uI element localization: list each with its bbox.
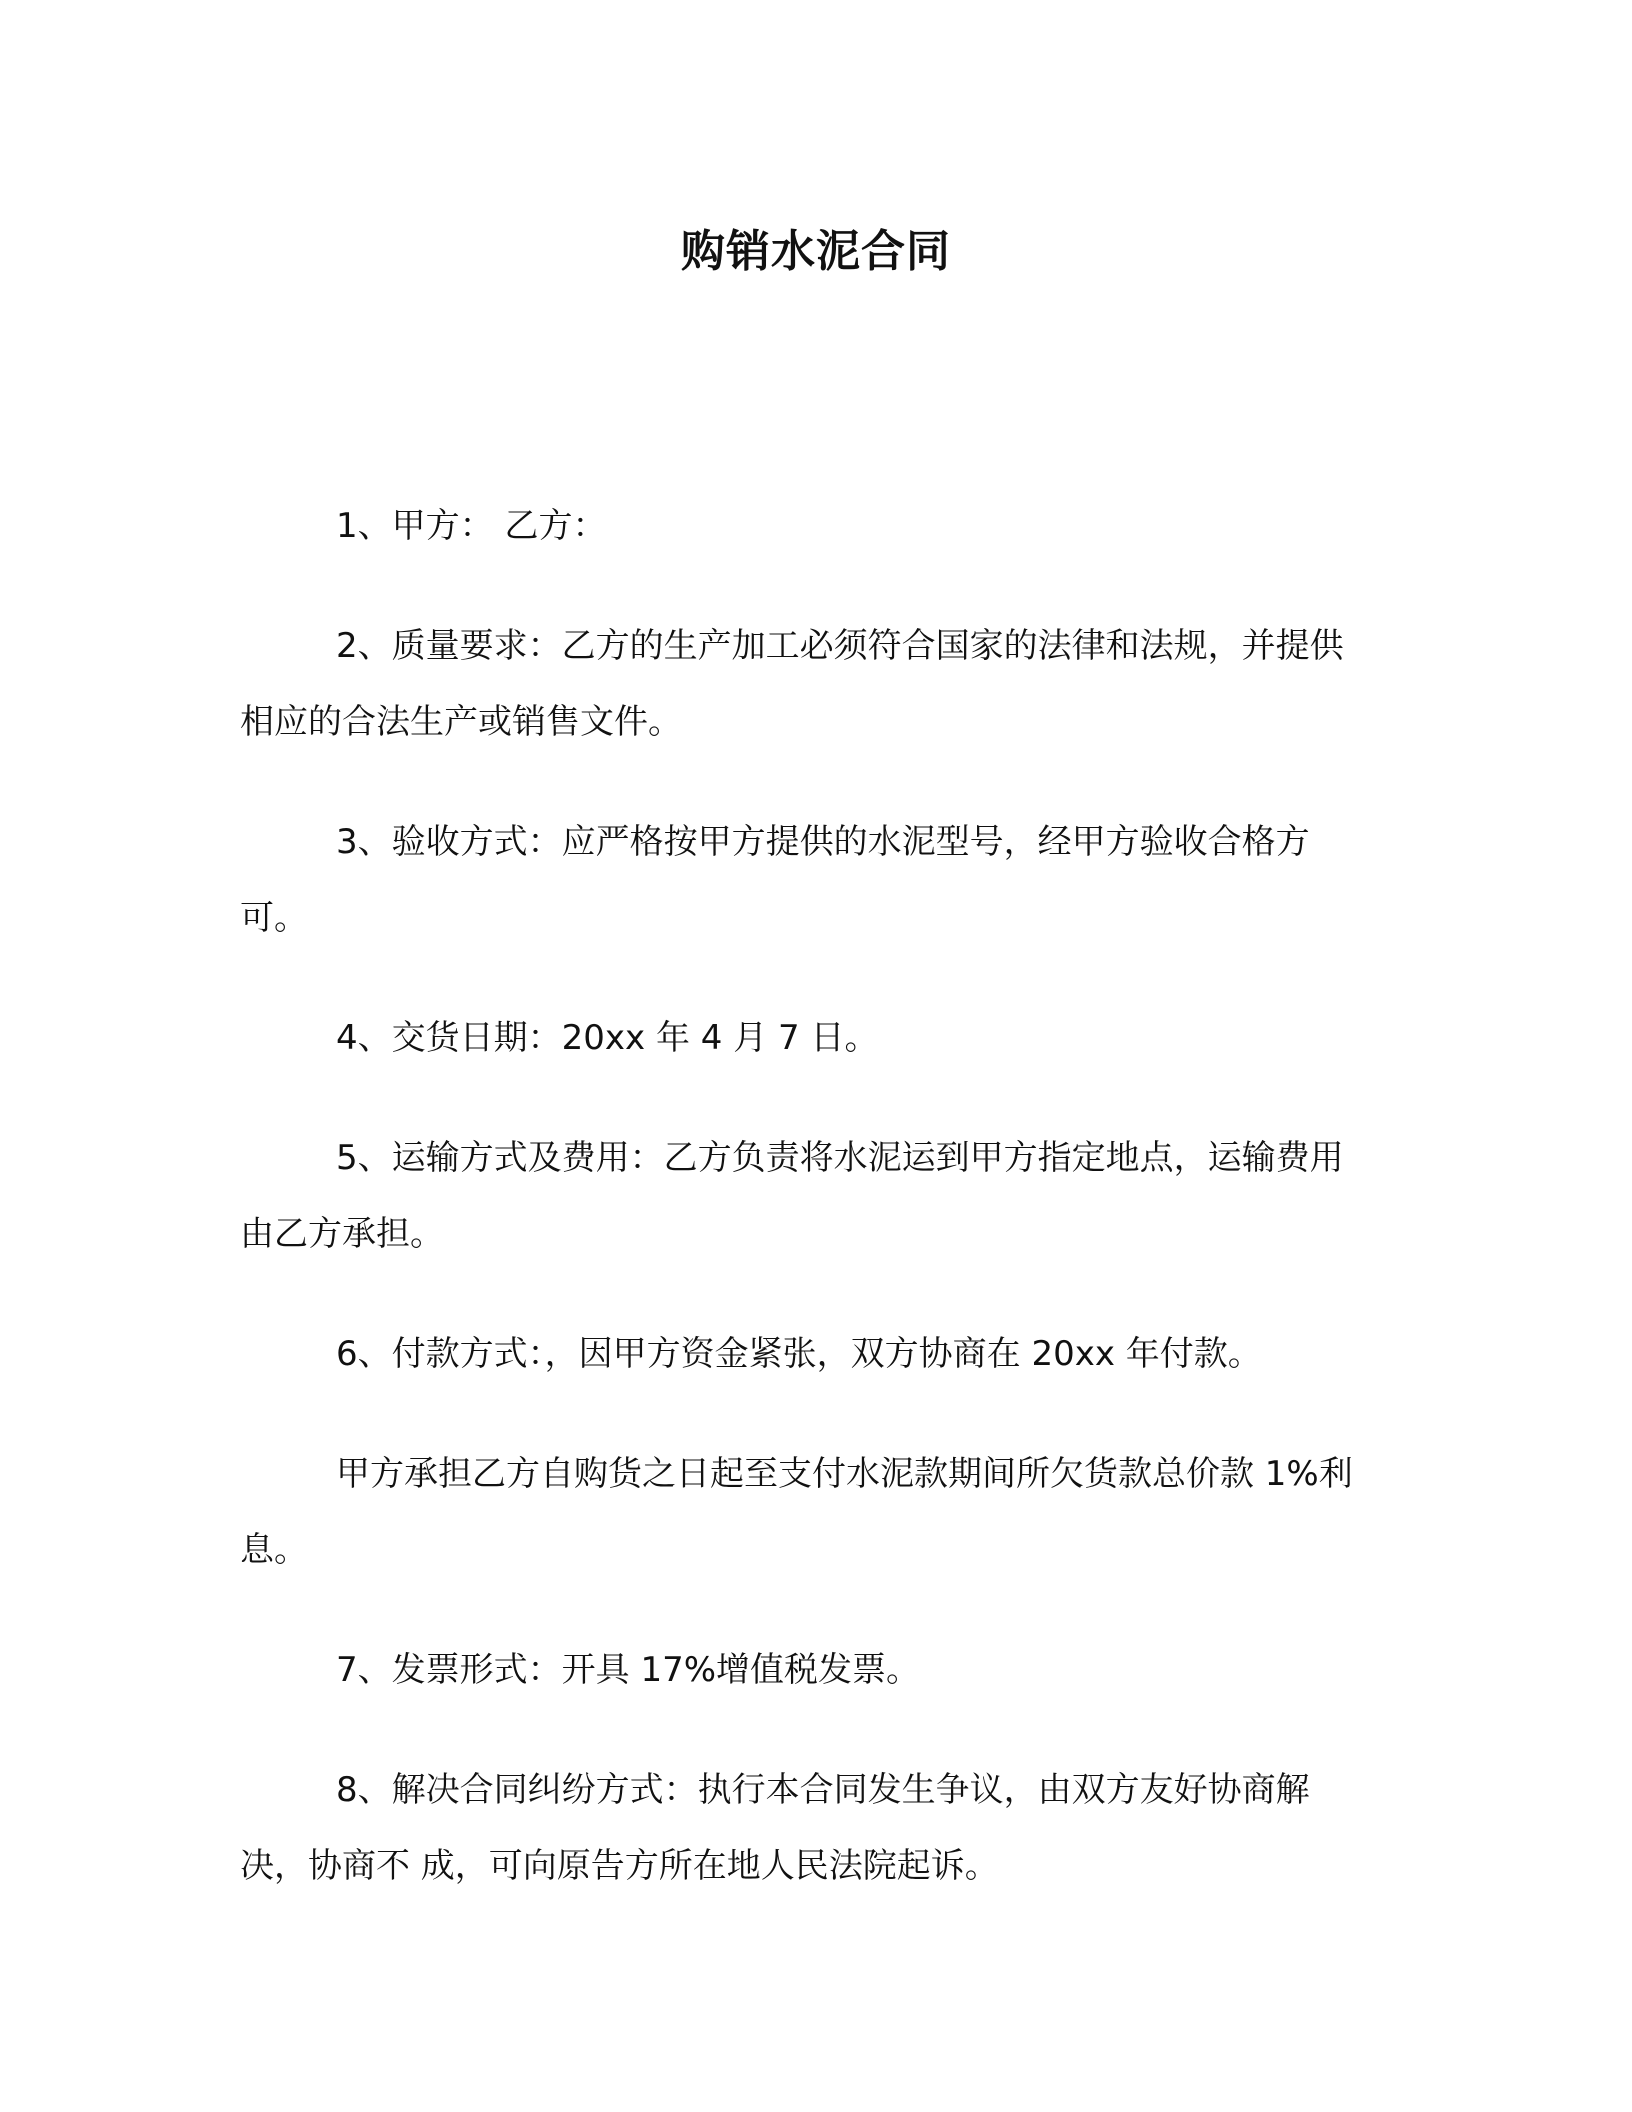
document-body bbox=[240, 488, 1360, 1948]
document-title: 购销水泥合同 bbox=[681, 226, 951, 277]
clause-interest: 甲方承担乙方自购货之日起至支付水泥款期间所欠货款总价款 1%利息。 bbox=[240, 1454, 1353, 1570]
clause-invoice: 7、发票形式：开具 17%增值税发票。 bbox=[336, 1650, 921, 1690]
clause-delivery-date: 4、交货日期：20xx 年 4 月 7 日。 bbox=[336, 1018, 879, 1058]
clause-parties: 1、甲方： 乙方： bbox=[336, 506, 607, 546]
clause-acceptance: 3、验收方式：应严格按甲方提供的水泥型号，经甲方验收合格方可。 bbox=[240, 822, 1310, 938]
clause-quality: 2、质量要求：乙方的生产加工必须符合国家的法律和法规，并提供相应的合法生产或销售文件。 bbox=[240, 626, 1344, 742]
clause-transport: 5、运输方式及费用：乙方负责将水泥运到甲方指定地点，运输费用由乙方承担。 bbox=[240, 1138, 1344, 1254]
clause-payment: 6、付款方式：，因甲方资金紧张，双方协商在 20xx 年付款。 bbox=[336, 1334, 1262, 1374]
clause-dispute: 8、解决合同纠纷方式：执行本合同发生争议，由双方友好协商解决，协商不 成，可向原告方所在地人民法院起诉。 bbox=[240, 1770, 1310, 1886]
